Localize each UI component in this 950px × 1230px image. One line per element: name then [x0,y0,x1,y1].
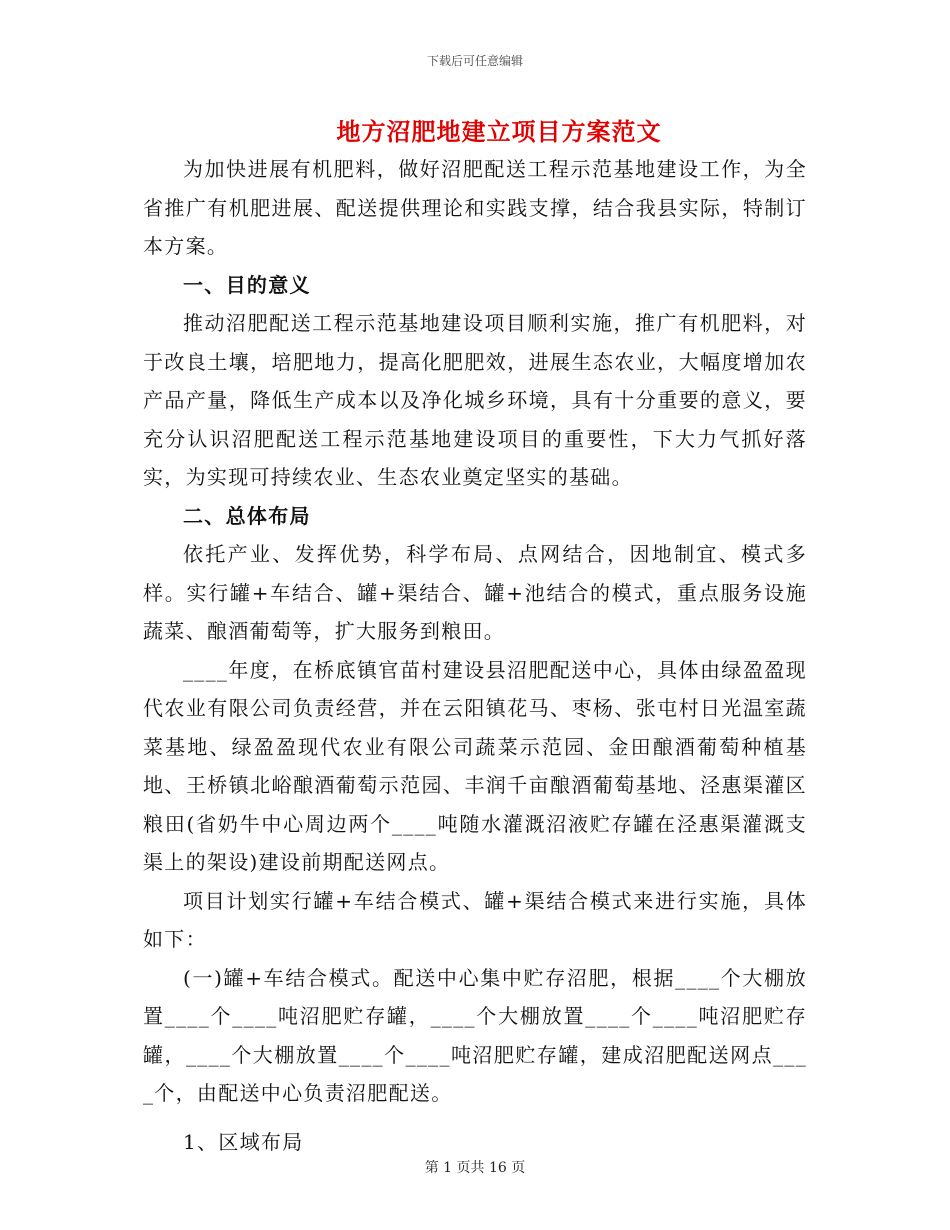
document-title: 地方沼肥地建立项目方案范文 [336,117,662,146]
layout-paragraph-3: 项目计划实行罐+车结合模式、罐+渠结合模式来进行实施，具体如下： [143,888,807,951]
purpose-paragraph: 推动沼肥配送工程示范基地建设项目顺利实施，推广有机肥料，对于改良土壤，培肥地力，提高化肥肥效，进展生态农业，大幅度增加农产品产量，降低生产成本以及净化城乡环境，具有十分重要的意义，要充分认识沼肥配送工程示范基地建设项目的重要性，下大力气抓好落实，为实现可持续农业、生态农业奠定坚实的基础。 [143,311,807,489]
layout-paragraph-2: ____年度，在桥底镇官苗村建设县沼肥配送中心，具体由绿盈盈现代农业有限公司负责经营，并在云阳镇花马、枣杨、张屯村日光温室蔬菜基地、绿盈盈现代农业有限公司蔬菜示范园、金田酿酒葡萄种植基地、王桥镇北峪酿酒葡萄示范园、丰润千亩酿酒葡萄基地、泾惠渠灌区粮田(省奶牛中心周边两个____吨随水灌溉沼液贮存罐在泾惠渠灌溉支渠上的架设)建设前期配送网点。 [143,657,807,874]
subsection-heading-region: 1、区域布局 [183,1129,304,1154]
section-heading-layout: 二、总体布局 [183,503,311,528]
page-header-note: 下载后可任意编辑 [426,54,523,68]
section-heading-purpose: 一、目的意义 [183,272,311,297]
layout-paragraph-1: 依托产业、发挥优势，科学布局、点网结合，因地制宜、模式多样。实行罐+车结合、罐+渠结合、罐+池结合的模式，重点服务设施蔬菜、酿酒葡萄等，扩大服务到粮田。 [143,542,807,643]
intro-paragraph: 为加快进展有机肥料，做好沼肥配送工程示范基地建设工作，为全省推广有机肥进展、配送提供理论和实践支撑，结合我县实际，特制订本方案。 [143,157,807,258]
document-body [143,150,807,1161]
page-footer: 第 1 页共 16 页 [424,1160,526,1176]
layout-paragraph-4: (一)罐+车结合模式。配送中心集中贮存沼肥，根据____个大棚放置____个____吨沼肥贮存罐，____个大棚放置____个____吨沼肥贮存罐，____个大棚放置____个____吨沼肥贮存罐，建成沼肥配送网点____个，由配送中心负责沼肥配送。 [143,965,807,1105]
